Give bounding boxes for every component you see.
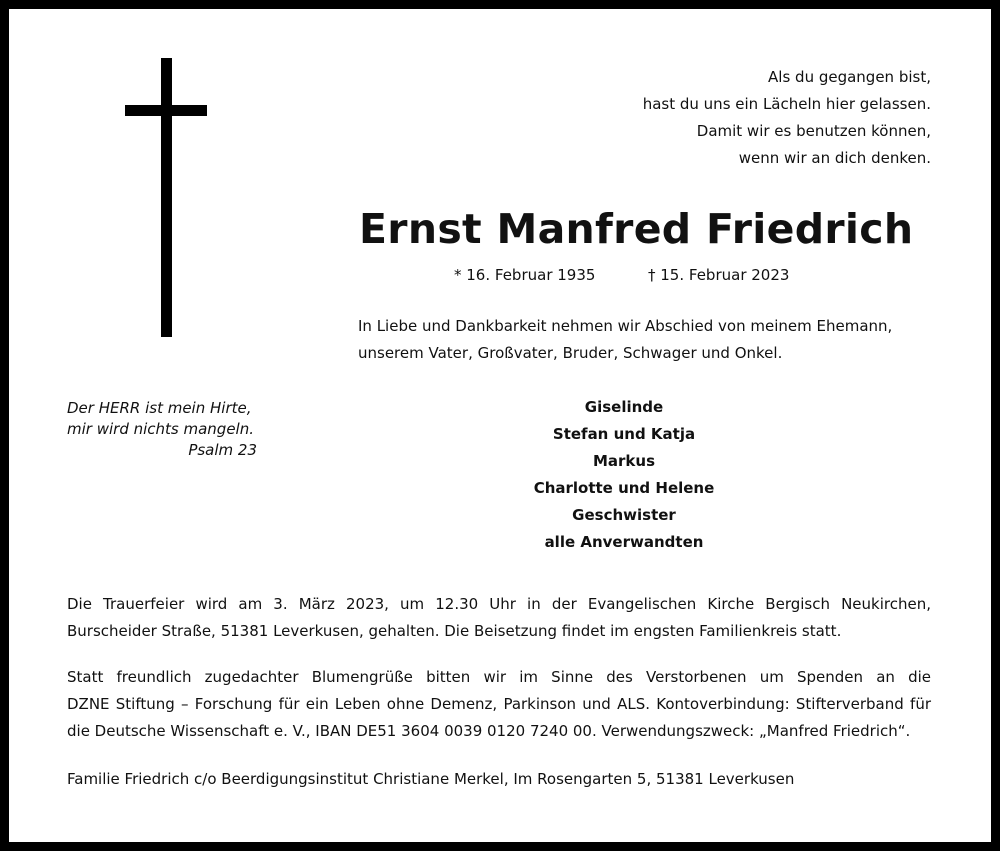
birth-date: * 16. Februar 1935: [454, 266, 596, 284]
contact-line: Familie Friedrich c/o Beerdigungsinstitut Christiane Merkel, Im Rosengarten 5, 51381 Leverkusen: [67, 770, 795, 788]
donation-notice-line: die Deutsche Wissenschaft e. V., IBAN DE51 3604 0039 0120 7240 00. Verwendungszweck: „Manfred Friedrich“.: [67, 722, 911, 740]
donation-notice-line: Statt freundlich zugedachter Blumengrüße bitten wir im Sinne des Verstorbenen um Spenden an die: [67, 668, 931, 686]
poem-line: wenn wir an dich denken.: [738, 149, 931, 167]
poem-line: Damit wir es benutzen können,: [696, 122, 931, 140]
mourner-name: Markus: [592, 452, 656, 470]
psalm-reference: Psalm 23: [188, 441, 257, 459]
poem-line: hast du uns ein Lächeln hier gelassen.: [642, 95, 931, 113]
funeral-notice-line: Burscheider Straße, 51381 Leverkusen, gehalten. Die Beisetzung findet im engsten Familienkreis statt.: [67, 622, 842, 640]
donation-notice-line: DZNE Stiftung – Forschung für ein Leben ohne Demenz, Parkinson und ALS. Kontoverbindung: Stifterverband für: [67, 695, 931, 713]
psalm-line: Der HERR ist mein Hirte,: [67, 399, 252, 417]
donation-notice: [67, 664, 931, 745]
psalm-quote: [67, 398, 267, 461]
mourner-name: Stefan und Katja: [552, 425, 696, 443]
deceased-name: Ernst Manfred Friedrich: [359, 205, 914, 253]
contact-address: [67, 766, 931, 793]
poem: [511, 64, 931, 172]
cross-horizontal-bar: [125, 105, 207, 116]
death-date: † 15. Februar 2023: [648, 266, 790, 284]
mourner-name: Giselinde: [584, 398, 664, 416]
mourners-list: [474, 394, 774, 556]
farewell-text: [358, 313, 892, 367]
obituary-card: [9, 9, 991, 842]
farewell-line: unserem Vater, Großvater, Bruder, Schwager und Onkel.: [358, 344, 783, 362]
mourner-name: alle Anverwandten: [544, 533, 704, 551]
mourner-name: Charlotte und Helene: [533, 479, 715, 497]
poem-line: Als du gegangen bist,: [768, 68, 931, 86]
funeral-notice: [67, 591, 931, 645]
farewell-line: In Liebe und Dankbarkeit nehmen wir Abschied von meinem Ehemann,: [358, 317, 893, 335]
cross-vertical-bar: [161, 58, 172, 337]
mourner-name: Geschwister: [572, 506, 676, 524]
psalm-line: mir wird nichts mangeln.: [67, 420, 255, 438]
funeral-notice-line: Die Trauerfeier wird am 3. März 2023, um 12.30 Uhr in der Evangelischen Kirche Bergisch Neukirchen,: [67, 595, 931, 613]
